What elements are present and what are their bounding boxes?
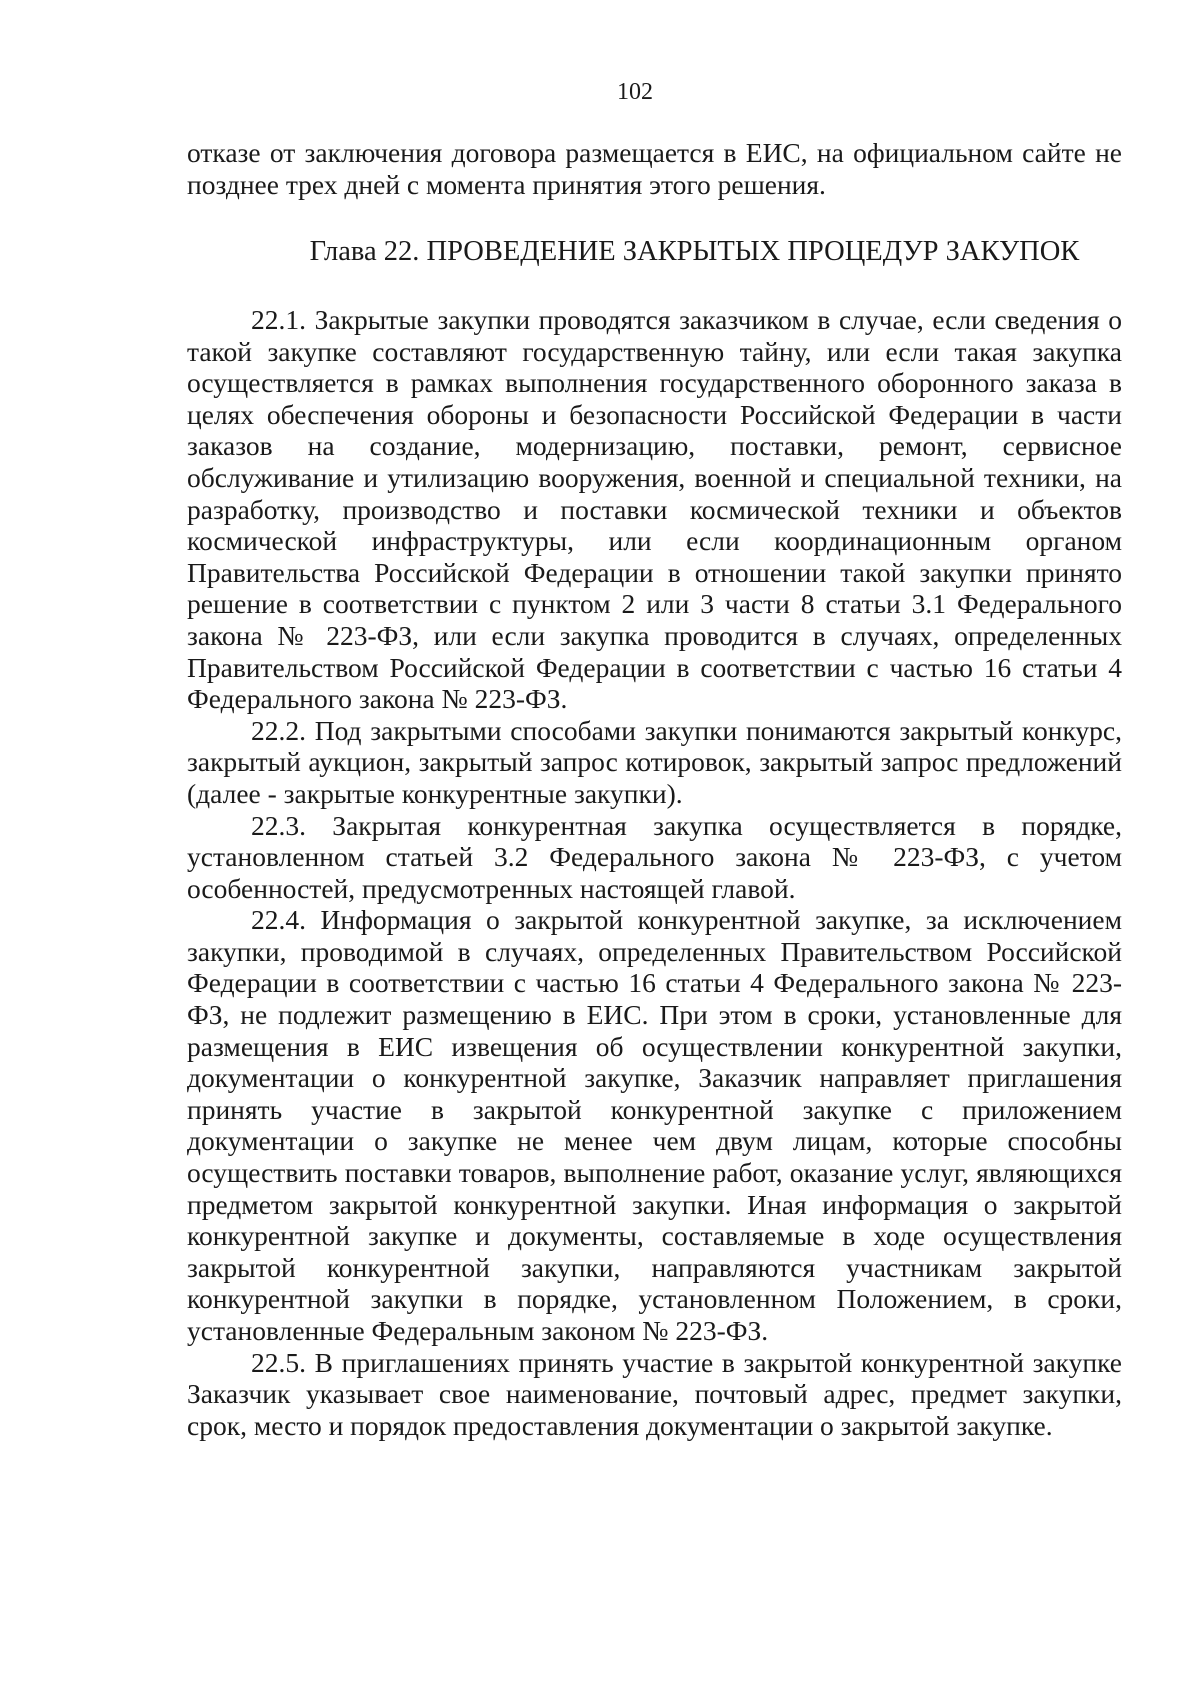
clauses-section bbox=[187, 304, 1122, 1441]
clause-paragraph-22-4: 22.4. Информация о закрытой конкурентной закупке, за исключением закупки, проводимой в случаях, определенных Правительством Российской Федерации в соответствии с частью 16 статьи 4 Федерального закона № 223-ФЗ, не подлежит размещению в ЕИС. При этом в сроки, установленные для размещения в ЕИС извещения об осуществлении конкурентной закупки, документации о конкурентной закупке, Заказчик направляет приглашения принять участие в закрытой конкурентной закупке с приложением документации о закупке не менее чем двум лицам, которые способны осуществить поставки товаров, выполнение работ, оказание услуг, являющихся предметом закрытой конкурентной закупки. Иная информация о закрытой конкурентной закупке и документы, составляемые в ходе осуществления закрытой конкурентной закупки, направляются участникам закрытой конкурентной закупки в порядке, установленном Положением, в сроки, установленные Федеральным законом № 223-ФЗ. bbox=[187, 904, 1122, 1346]
page-number: 102 bbox=[617, 79, 653, 105]
clause-paragraph-22-1: 22.1. Закрытые закупки проводятся заказчиком в случае, если сведения о такой закупке составляют государственную тайну, или если такая закупка осуществляется в рамках выполнения государственного оборонного заказа в целях обеспечения обороны и безопасности Российской Федерации в части заказов на создание, модернизацию, поставки, ремонт, сервисное обслуживание и утилизацию вооружения, военной и специальной техники, на разработку, производство и поставки космической техники и объектов космической инфраструктуры, или если координационным органом Правительства Российской Федерации в отношении такой закупки принято решение в соответствии с пунктом 2 или 3 части 8 статьи 3.1 Федерального закона № 223-ФЗ, или если закупка проводится в случаях, определенных Правительством Российской Федерации в соответствии с частью 16 статьи 4 Федерального закона № 223-ФЗ. bbox=[187, 304, 1122, 715]
clause-paragraph-22-2: 22.2. Под закрытыми способами закупки понимаются закрытый конкурс, закрытый аукцион, закрытый запрос котировок, закрытый запрос предложений (далее - закрытые конкурентные закупки). bbox=[187, 714, 1122, 809]
clause-paragraph-22-3: 22.3. Закрытая конкурентная закупка осуществляется в порядке, установленном статьей 3.2 Федерального закона № 223-ФЗ, с учетом особенностей, предусмотренных настоящей главой. bbox=[187, 809, 1122, 904]
intro-paragraph: отказе от заключения договора размещается в ЕИС, на официальном сайте не позднее трех дней с момента принятия этого решения. bbox=[187, 137, 1122, 200]
clause-paragraph-22-5: 22.5. В приглашениях принять участие в закрытой конкурентной закупке Заказчик указывает свое наименование, почтовый адрес, предмет закупки, срок, место и порядок предоставления документации о закрытой закупке. bbox=[187, 1346, 1122, 1441]
chapter-title: Глава 22. ПРОВЕДЕНИЕ ЗАКРЫТЫХ ПРОЦЕДУР ЗАКУПОК bbox=[309, 236, 1080, 267]
intro-paragraph-block bbox=[187, 137, 1122, 200]
